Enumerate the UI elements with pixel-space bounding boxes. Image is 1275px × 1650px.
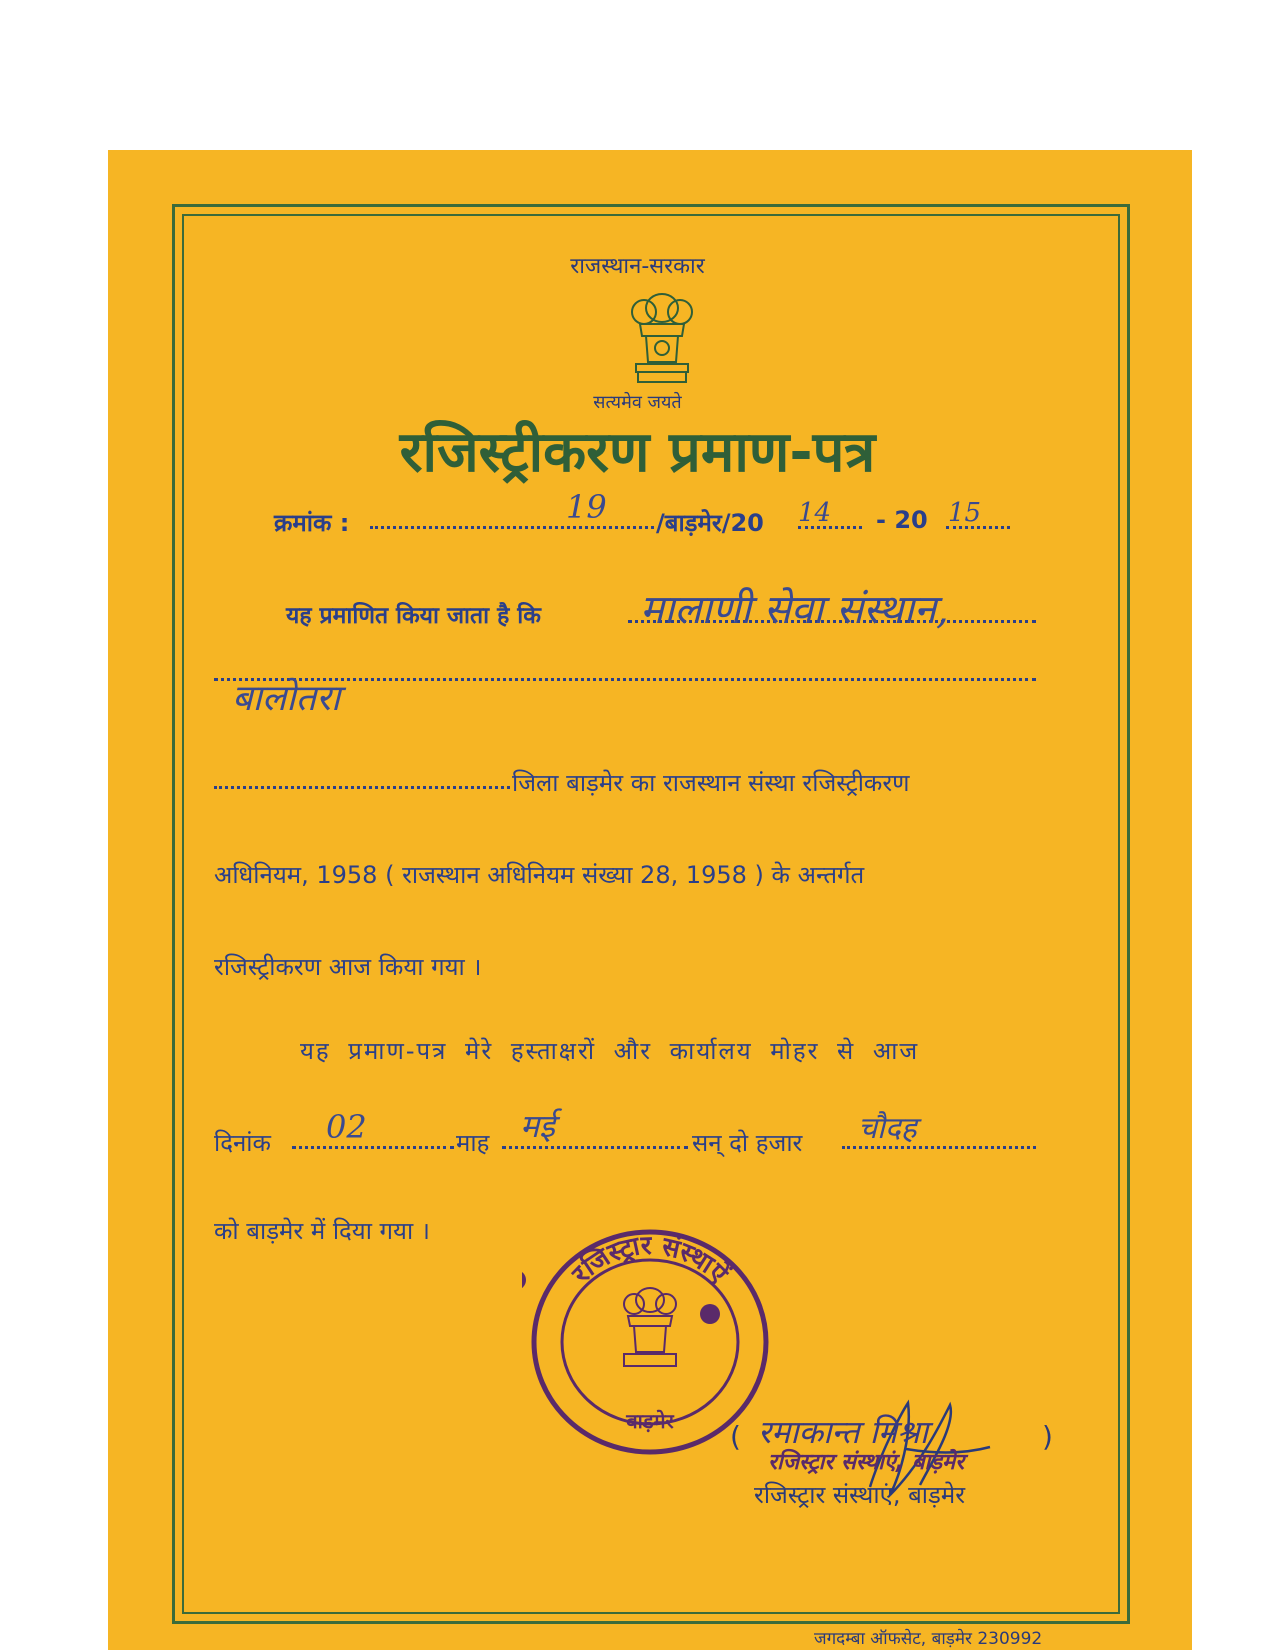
act-text: अधिनियम, 1958 ( राजस्थान अधिनियम संख्या 28, 1958 ) के अन्तर्गत bbox=[214, 861, 865, 889]
serial-dots bbox=[370, 526, 654, 529]
signatory-name: रमाकान्त मिश्रा bbox=[758, 1413, 929, 1451]
certificate-title: रजिस्ट्रीकरण प्रमाण-पत्र bbox=[399, 420, 876, 485]
svg-text:रजिस्ट्रार संस्थाऐं bbox=[566, 1231, 735, 1291]
district-dots bbox=[214, 786, 510, 789]
serial-district: /बाड़मेर/20 bbox=[656, 509, 764, 537]
serial-label: क्रमांक : bbox=[274, 509, 350, 537]
date-label: दिनांक bbox=[214, 1129, 271, 1157]
year-value: चौदह bbox=[858, 1111, 917, 1146]
seal-dot-right bbox=[700, 1304, 720, 1324]
open-parenthesis: ( bbox=[730, 1420, 741, 1453]
seal-bottom-text: बाड़मेर bbox=[626, 1409, 674, 1433]
org-place: बालोतरा bbox=[232, 678, 341, 719]
org-name: मालाणी सेवा संस्थान, bbox=[640, 587, 949, 633]
close-parenthesis: ) bbox=[1042, 1420, 1053, 1453]
year-label: सन् दो हजार bbox=[692, 1129, 803, 1157]
government-heading: राजस्थान-सरकार bbox=[570, 254, 705, 279]
serial-year-to: 15 bbox=[948, 498, 982, 528]
seal-dot-left bbox=[522, 1270, 526, 1290]
signature-text: यह प्रमाण-पत्र मेरे हस्ताक्षरों और कार्यालय मोहर से आज bbox=[300, 1037, 920, 1065]
certify-text: यह प्रमाणित किया जाता है कि bbox=[286, 603, 541, 629]
national-motto: सत्यमेव जयते bbox=[593, 392, 682, 413]
serial-year-from: 14 bbox=[798, 498, 832, 528]
state-emblem bbox=[616, 278, 708, 386]
district-text: जिला बाड़मेर का राजस्थान संस्था रजिस्ट्रीकरण bbox=[512, 769, 910, 797]
registrar-stamp-line: रजिस्ट्रार संस्थाएं, बाड़मेर bbox=[768, 1450, 965, 1475]
month-label: माह bbox=[456, 1129, 490, 1157]
printer-note: जगदम्बा ऑफसेट, बाड़मेर 230992 bbox=[814, 1629, 1043, 1649]
given-text: को बाड़मेर में दिया गया । bbox=[214, 1217, 430, 1245]
serial-number: 19 bbox=[566, 488, 607, 526]
date-value: 02 bbox=[326, 1108, 367, 1146]
serial-dash: - 20 bbox=[876, 506, 928, 534]
month-value: मई bbox=[520, 1107, 555, 1145]
registrar-title: रजिस्ट्रार संस्थाएं, बाड़मेर bbox=[754, 1481, 966, 1509]
seal-top-text: रजिस्ट्रार संस्थाऐं bbox=[566, 1230, 734, 1290]
date-dots bbox=[292, 1146, 454, 1149]
registered-text: रजिस्ट्रीकरण आज किया गया । bbox=[214, 953, 482, 981]
